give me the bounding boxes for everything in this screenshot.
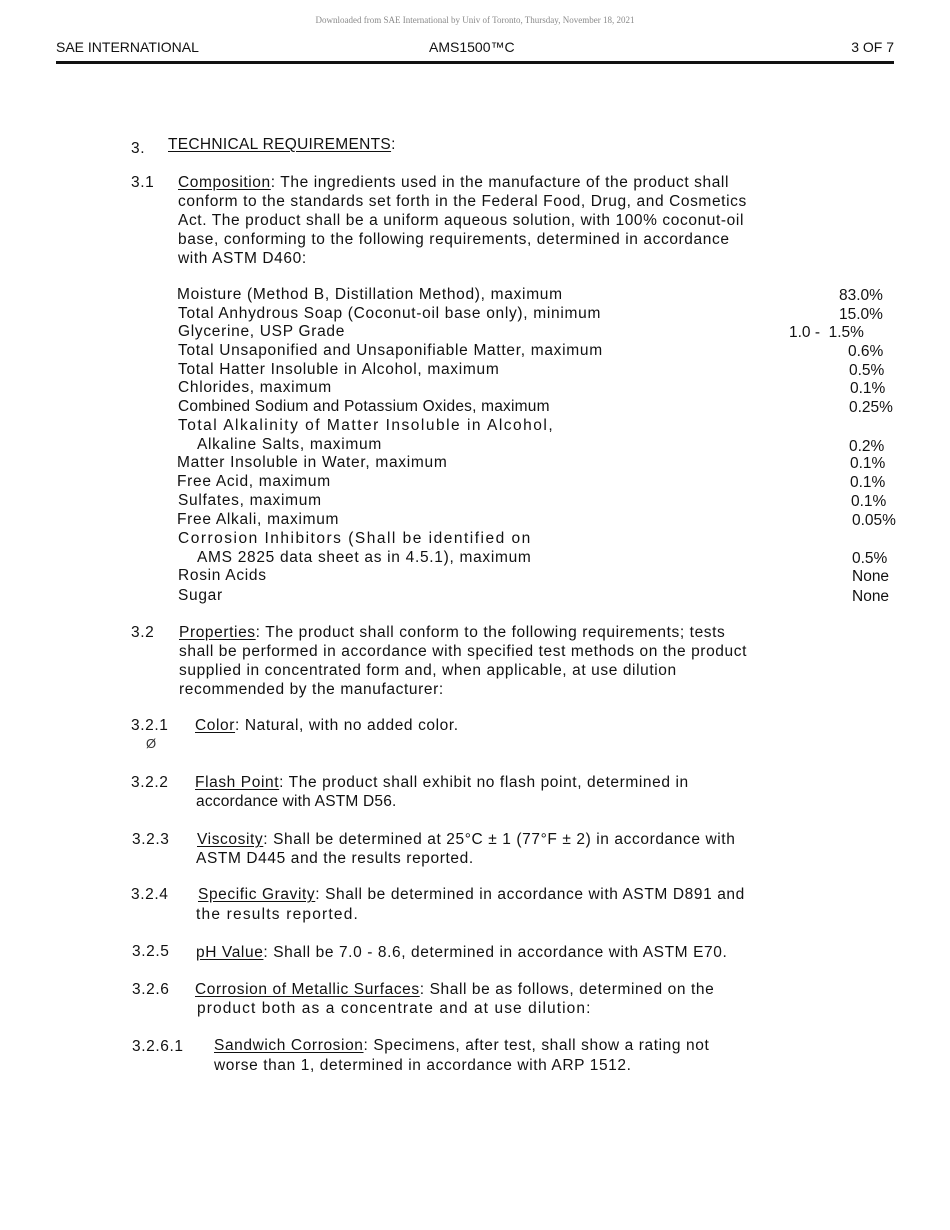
section-3-2-4-number: 3.2.4 bbox=[131, 886, 169, 903]
section-3-2-1-text bbox=[195, 716, 459, 735]
section-3-title-text: TECHNICAL REQUIREMENTS bbox=[168, 136, 392, 153]
requirement-value: 0.5% bbox=[852, 550, 888, 567]
section-3-2-3-number: 3.2.3 bbox=[132, 831, 170, 848]
requirement-value: 0.1% bbox=[851, 493, 887, 510]
section-3-2-2-number: 3.2.2 bbox=[131, 774, 169, 791]
section-3-2-6-1-heading: Sandwich Corrosion bbox=[214, 1037, 364, 1054]
paragraph-line-text: : The product shall conform to the following requirements; tests bbox=[255, 624, 726, 641]
section-3-2-2-body: : The product shall exhibit no flash point, determined in bbox=[279, 774, 689, 791]
section-3-2-5-heading: pH Value bbox=[196, 944, 264, 961]
requirement-value: 15.0% bbox=[839, 306, 883, 323]
requirement-label: Total Alkalinity of Matter Insoluble in Alcohol, bbox=[178, 417, 555, 434]
requirement-label: Free Acid, maximum bbox=[177, 473, 331, 490]
section-3-2-5-body: : Shall be 7.0 - 8.6, determined in accordance with ASTM E70. bbox=[263, 944, 728, 961]
requirement-value: 1.0 - 1.5% bbox=[789, 324, 864, 341]
requirement-label: Corrosion Inhibitors (Shall be identified on bbox=[178, 530, 532, 547]
section-3-2-3-body: : Shall be determined at 25°C ± 1 (77°F ± 2) in accordance with bbox=[263, 831, 736, 848]
requirement-label: Free Alkali, maximum bbox=[177, 511, 340, 528]
requirement-label: Combined Sodium and Potassium Oxides, maximum bbox=[178, 398, 550, 415]
paragraph-line bbox=[179, 623, 893, 642]
section-3-2-6-1-number: 3.2.6.1 bbox=[132, 1038, 184, 1055]
section-3-2-6-1-body: : Specimens, after test, shall show a rating not bbox=[363, 1037, 710, 1054]
requirement-value: 0.2% bbox=[849, 438, 885, 455]
requirement-label: Total Unsaponified and Unsaponifiable Matter, maximum bbox=[178, 342, 603, 359]
requirement-value: 0.1% bbox=[850, 474, 886, 491]
requirement-value: 0.25% bbox=[849, 399, 893, 416]
section-3-2-4-body: : Shall be determined in accordance with ASTM D891 and bbox=[315, 886, 745, 903]
requirement-label: Sugar bbox=[178, 587, 223, 604]
requirement-label: Moisture (Method B, Distillation Method), maximum bbox=[177, 286, 563, 303]
requirement-label: Total Hatter Insoluble in Alcohol, maximum bbox=[178, 361, 500, 378]
requirement-value: None bbox=[852, 568, 890, 585]
requirement-value: 83.0% bbox=[839, 287, 883, 304]
section-3-2-2-line-1 bbox=[195, 773, 689, 792]
section-3-2-6-number: 3.2.6 bbox=[132, 981, 170, 998]
requirement-label: AMS 2825 data sheet as in 4.5.1), maximum bbox=[197, 549, 532, 566]
requirement-label: Alkaline Salts, maximum bbox=[197, 436, 382, 453]
section-3-2-4-line-1 bbox=[198, 885, 745, 904]
section-3-2-1-heading: Color bbox=[195, 717, 236, 734]
paragraph-line: conform to the standards set forth in the Federal Food, Drug, and Cosmetics bbox=[178, 193, 747, 210]
section-3-2-4-line-2: the results reported. bbox=[196, 906, 360, 923]
section-3-2-1-body: : Natural, with no added color. bbox=[235, 717, 459, 734]
revision-mark: Ø bbox=[146, 736, 157, 751]
section-3-2-6-1-line-1 bbox=[214, 1036, 709, 1055]
requirement-value: 0.5% bbox=[849, 362, 885, 379]
section-3-1-number: 3.1 bbox=[131, 174, 155, 191]
section-3-2-3-line-1 bbox=[197, 830, 735, 849]
requirement-label: Matter Insoluble in Water, maximum bbox=[177, 454, 448, 471]
requirement-value: 0.1% bbox=[850, 380, 886, 397]
section-3-2-6-body: : Shall be as follows, determined on the bbox=[419, 981, 715, 998]
requirement-label: Total Anhydrous Soap (Coconut-oil base only), minimum bbox=[178, 305, 602, 322]
section-3-2-5-number: 3.2.5 bbox=[132, 943, 170, 960]
section-3-1-paragraph bbox=[178, 173, 890, 268]
section-3-2-2-line-2: accordance with ASTM D56. bbox=[196, 793, 397, 810]
requirement-value: None bbox=[852, 588, 890, 605]
section-3-2-5-line-1 bbox=[196, 943, 727, 962]
requirement-label: Rosin Acids bbox=[178, 567, 267, 584]
paragraph-line: with ASTM D460: bbox=[178, 250, 307, 267]
paragraph-line-text: : The ingredients used in the manufacture of the product shall bbox=[270, 174, 730, 191]
paragraph-line: shall be performed in accordance with specified test methods on the product bbox=[179, 643, 747, 660]
paragraph-line: recommended by the manufacturer: bbox=[179, 681, 444, 698]
section-3-number: 3. bbox=[131, 140, 146, 157]
page-header bbox=[56, 39, 894, 64]
section-3-2-6-line-2: product both as a concentrate and at use dilution: bbox=[197, 1000, 592, 1017]
section-3-2-number: 3.2 bbox=[131, 624, 155, 641]
section-3-2-4-heading: Specific Gravity bbox=[198, 886, 316, 903]
requirement-value: 0.6% bbox=[848, 343, 884, 360]
header-page-number: 3 OF 7 bbox=[851, 39, 894, 55]
paragraph-line: Act. The product shall be a uniform aqueous solution, with 100% coconut-oil bbox=[178, 212, 744, 229]
requirement-label: Sulfates, maximum bbox=[178, 492, 322, 509]
requirement-value: 0.1% bbox=[850, 455, 886, 472]
section-3-title-colon: : bbox=[391, 136, 396, 153]
section-3-2-heading: Properties bbox=[179, 624, 256, 641]
download-watermark: Downloaded from SAE International by Univ of Toronto, Thursday, November 18, 2021 bbox=[315, 15, 635, 25]
section-3-2-6-line-1 bbox=[195, 980, 714, 999]
header-document-number: AMS1500™C bbox=[429, 39, 515, 55]
paragraph-line: supplied in concentrated form and, when applicable, at use dilution bbox=[179, 662, 677, 679]
header-organization: SAE INTERNATIONAL bbox=[56, 39, 199, 55]
requirement-value: 0.05% bbox=[852, 512, 896, 529]
section-3-2-paragraph bbox=[179, 623, 893, 699]
requirement-label: Glycerine, USP Grade bbox=[178, 323, 346, 340]
section-3-2-6-1-line-2: worse than 1, determined in accordance with ARP 1512. bbox=[214, 1057, 632, 1074]
section-3-title bbox=[168, 135, 396, 154]
section-3-2-3-heading: Viscosity bbox=[197, 831, 264, 848]
section-3-1-heading: Composition bbox=[178, 174, 271, 191]
section-3-2-1-number: 3.2.1 bbox=[131, 717, 169, 734]
section-3-2-6-heading: Corrosion of Metallic Surfaces bbox=[195, 981, 420, 998]
section-3-2-3-line-2: ASTM D445 and the results reported. bbox=[196, 850, 474, 867]
paragraph-line bbox=[178, 173, 890, 192]
section-3-2-2-heading: Flash Point bbox=[195, 774, 280, 791]
requirement-label: Chlorides, maximum bbox=[178, 379, 332, 396]
paragraph-line: base, conforming to the following requirements, determined in accordance bbox=[178, 231, 730, 248]
